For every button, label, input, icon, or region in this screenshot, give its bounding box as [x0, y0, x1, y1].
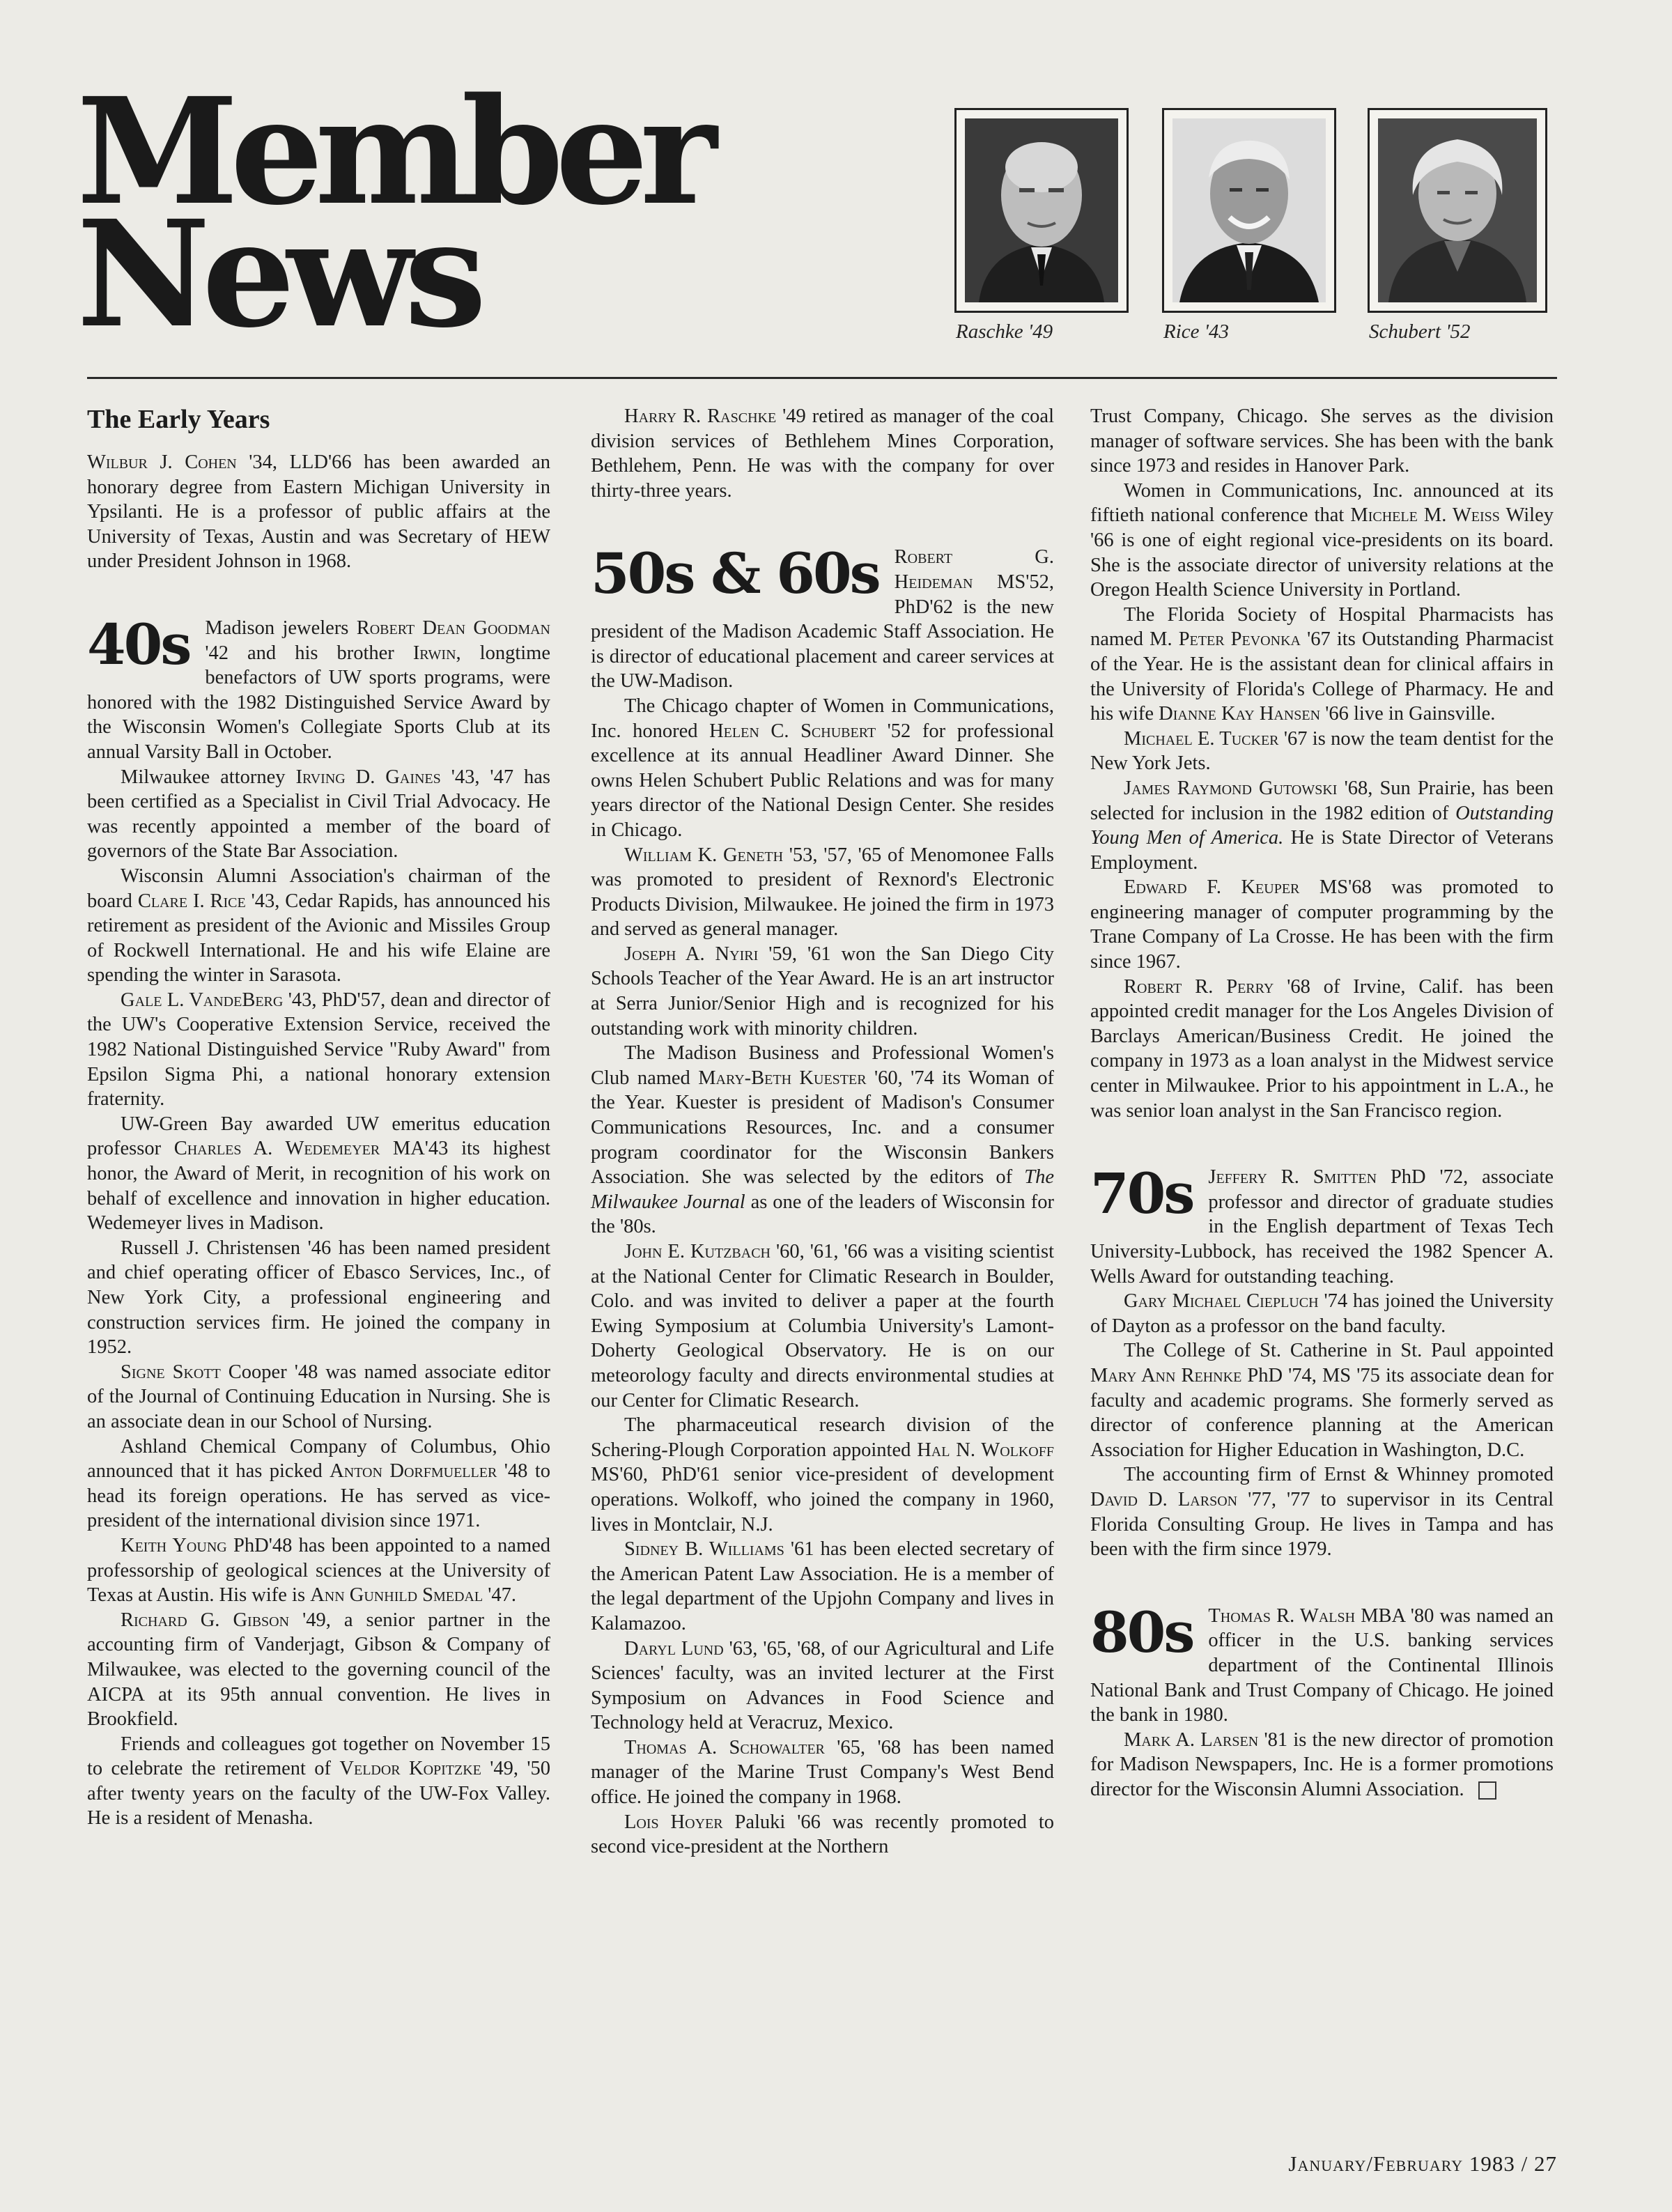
news-item: Signe Skott Cooper '48 was named associate editor of the Journal of Continuing Education in Nursing. She is an associate dean in our School of Nursing.: [87, 1361, 550, 1432]
news-item: William K. Geneth '53, '57, '65 of Menomonee Falls was promoted to president of Rexnord's Electronic Products Division, Milwaukee. He joined the firm in 1973 and served as general manager.: [591, 844, 1054, 941]
header-divider: [87, 377, 1557, 379]
news-item: Russell J. Christensen '46 has been named president and chief operating officer of Ebasco Services, Inc., of New York City, a professional engineering and construction services firm. He joined the company in 1952.: [87, 1237, 550, 1359]
photo-caption-raschke: Raschke '49: [956, 320, 1053, 343]
news-item: Keith Young PhD'48 has been appointed to a named professorship of geological sciences at the University of Texas at Austin. His wife is Ann Gunhild Smedal '47.: [87, 1534, 551, 1607]
news-item: Wilbur J. Cohen '34, LLD'66 has been awarded an honorary degree from Eastern Michigan University in Ypsilanti. He is a professor of public affairs at the University of Texas, Austin and was Secretary of HEW under President Johnson in 1968.: [87, 451, 550, 573]
column-1: [87, 404, 550, 1831]
news-item: The College of St. Catherine in St. Paul appointed Mary Ann Rehnke PhD '74, MS '75 its associate dean for faculty and academic programs. She formerly served as director of conference planning at the American Association for Higher Education in Washington, D.C.: [1090, 1340, 1554, 1461]
news-item: Edward F. Keuper MS'68 was promoted to engineering manager of computer programming by the Trane Company of La Crosse. He has been with the firm since 1967.: [1090, 876, 1554, 973]
spacer: [1090, 1123, 1554, 1165]
news-item: UW-Green Bay awarded UW emeritus education professor Charles A. Wedemeyer MA'43 its highest honor, the Award of Merit, in recognition of his work on behalf of excellence and innovation in higher education. Wedemeyer lives in Madison.: [87, 1113, 550, 1235]
portrait-schubert-image: [1378, 118, 1537, 302]
news-item: 80s Thomas R. Walsh MBA '80 was named an officer in the U.S. banking services department of the Continental Illinois National Bank and Trust Company of Chicago. He joined the bank in 1980.: [1090, 1599, 1554, 1726]
news-item: Sidney B. Williams '61 has been elected secretary of the American Patent Law Association. He is a member of the legal department of the Upjohn Company and lives in Kalamazoo.: [591, 1538, 1054, 1634]
decade-heading-80s: 80s: [1090, 1599, 1193, 1665]
column-2: [591, 404, 1054, 1859]
news-item: Mark A. Larsen '81 is the new director of promotion for Madison Newspapers, Inc. He is a former promotions director for the Wisconsin Alumni Association.: [1090, 1728, 1554, 1800]
masthead-line-2: News: [77, 188, 479, 360]
decade-heading-70s: 70s: [1090, 1161, 1193, 1227]
news-item: Michael E. Tucker '67 is now the team dentist for the New York Jets.: [1090, 727, 1554, 775]
news-item: John E. Kutzbach '60, '61, '66 was a visiting scientist at the National Center for Climatic Research in Boulder, Colo. and was invited to deliver a paper at the fourth Ewing Symposium at Columbia University's Lamont-Doherty Geological Observatory. He is on our meteorology faculty and directs environmental studies at our Center for Climatic Research.: [591, 1241, 1055, 1411]
news-item: Robert R. Perry '68 of Irvine, Calif. has been appointed credit manager for the Los Angeles Division of Barclays American/Business Credit. He joined the company in 1973 as a loan analyst in the Midwest service center in Milwaukee. Prior to his appointment in L.A., he was senior loan analyst in the San Francisco region.: [1090, 975, 1554, 1122]
end-of-article-mark: [1478, 1781, 1496, 1800]
news-item: The Florida Society of Hospital Pharmacists has named M. Peter Pevonka '67 its Outstanding Pharmacist of the Year. He is the assistant dean for clinical affairs in the University of Florida's College of Pharmacy. He and his wife Dianne Kay Hansen '66 live in Gainsville.: [1090, 603, 1554, 725]
decade-heading-40s: 40s: [87, 611, 190, 677]
news-item: Trust Company, Chicago. She serves as the division manager of software services. She has been with the bank since 1973 and resides in Hanover Park.: [1090, 405, 1554, 477]
photo-schubert: [1368, 108, 1547, 313]
masthead-line-1: Member: [77, 65, 709, 238]
news-item: 50s & 60s Robert G. Heideman MS'52, PhD'62 is the new president of the Madison Academic Staff Association. He is director of educational placement and career services at the UW-Madison.: [591, 541, 1054, 693]
page-folio: January/February 1983 / 27: [1288, 2151, 1557, 2176]
news-item: The pharmaceutical research division of the Schering-Plough Corporation appointed Hal N. Wolkoff MS'60, PhD'61 senior vice-president of development operations. Wolkoff, who joined the company in 1960, lives in Montclair, N.J.: [591, 1414, 1054, 1536]
photo-caption-rice: Rice '43: [1163, 320, 1229, 343]
news-item: Friends and colleagues got together on November 15 to celebrate the retirement of Veldor Kopitzke '49, '50 after twenty years on the faculty of the UW-Fox Valley. He is a resident of Menasha.: [87, 1733, 550, 1830]
news-item: 70s Jeffery R. Smitten PhD '72, associate professor and director of graduate studies in the English department of Texas Tech University-Lubbock, has received the 1982 Spencer A. Wells Award for outstanding teaching.: [1090, 1161, 1554, 1287]
photo-rice: [1162, 108, 1336, 313]
news-item: 40s Madison jewelers Robert Dean Goodman '42 and his brother Irwin, longtime benefactors of UW sports programs, were honored with the 1982 Distinguished Service Award by the Wisconsin Women's Collegiate Sports Club at its annual Varsity Ball in October.: [87, 611, 551, 763]
news-item: Thomas A. Schowalter '65, '68 has been named manager of the Marine Trust Company's West Bend office. He joined the company in 1968.: [591, 1736, 1055, 1809]
news-item: The accounting firm of Ernst & Whinney promoted David D. Larson '77, '77 to supervisor in its Central Florida Consulting Group. He lives in Tampa and has been with the firm since 1979.: [1090, 1464, 1554, 1561]
spacer: [1090, 1562, 1554, 1604]
news-item: Milwaukee attorney Irving D. Gaines '43, '47 has been certified as a Specialist in Civil Trial Advocacy. He was recently appointed a member of the board of governors of the State Bar Association.: [87, 766, 550, 863]
news-item: Wisconsin Alumni Association's chairman of the board Clare I. Rice '43, Cedar Rapids, has announced his retirement as president of the Avionic and Missiles Group of Rockwell International. He and his wife Elaine are spending the winter in Sarasota.: [87, 865, 550, 987]
portrait-raschke-image: [965, 118, 1118, 302]
portrait-rice-image: [1172, 118, 1326, 302]
news-item: Women in Communications, Inc. announced at its fiftieth national conference that Michele M. Weiss Wiley '66 is one of eight regional vice-presidents on its board. She is the associate director of university relations at the Oregon Health Science University in Portland.: [1090, 479, 1554, 601]
news-item: Lois Hoyer Paluki '66 was recently promoted to second vice-president at the Northern: [591, 1811, 1054, 1858]
spacer: [591, 503, 1054, 545]
spacer: [87, 574, 550, 616]
section-heading-early-years: The Early Years: [87, 405, 270, 434]
column-3: [1090, 404, 1554, 1802]
news-item: Harry R. Raschke '49 retired as manager of the coal division services of Bethlehem Mines Corporation, Bethlehem, Penn. He was with the company for over thirty-three years.: [591, 405, 1054, 502]
news-item: The Chicago chapter of Women in Communications, Inc. honored Helen C. Schubert '52 for professional excellence at its annual Headliner Award Dinner. She owns Helen Schubert Public Relations and was for many years director of the National Design Center. She resides in Chicago.: [591, 695, 1055, 841]
news-item: James Raymond Gutowski '68, Sun Prairie, has been selected for inclusion in the 1982 edition of Outstanding Young Men of America. He is State Director of Veterans Employment.: [1090, 777, 1554, 874]
photo-raschke: [954, 108, 1129, 313]
news-item: Ashland Chemical Company of Columbus, Ohio announced that it has picked Anton Dorfmueller '48 to head its foreign operations. He has served as vice-president of the international division since 1971.: [87, 1435, 550, 1532]
news-item: The Madison Business and Professional Women's Club named Mary-Beth Kuester '60, '74 its Woman of the Year. Kuester is president of Madison's Consumer Communications Resources, Inc. and a consumer program coordinator for the Wisconsin Bankers Association. She was selected by the editors of The Milwaukee Journal as one of the leaders of Wisconsin for the '80s.: [591, 1042, 1054, 1238]
masthead-title: [77, 65, 709, 360]
news-item: Richard G. Gibson '49, a senior partner in the accounting firm of Vanderjagt, Gibson & Company of Milwaukee, was elected to the governing council of the AICPA at its 95th annual convention. He lives in Brookfield.: [87, 1609, 550, 1731]
news-item: Gale L. VandeBerg '43, PhD'57, dean and director of the UW's Cooperative Extension Service, received the 1982 National Distinguished Service "Ruby Award" from Epsilon Sigma Phi, a national honorary extension fraternity.: [87, 989, 550, 1111]
decade-heading-50s-60s: 50s & 60s: [591, 541, 879, 607]
news-item: Joseph A. Nyiri '59, '61 won the San Diego City Schools Teacher of the Year Award. He is an art instructor at Serra Junior/Senior High and is recognized for his outstanding work with minority children.: [591, 943, 1054, 1039]
news-item: Daryl Lund '63, '65, '68, of our Agricultural and Life Sciences' faculty, was an invited lecturer at the First Symposium on Advances in Food Science and Technology held at Veracruz, Mexico.: [591, 1637, 1054, 1734]
news-item: Gary Michael Ciepluch '74 has joined the University of Dayton as a professor on the band faculty.: [1090, 1290, 1554, 1337]
photo-caption-schubert: Schubert '52: [1369, 320, 1471, 343]
